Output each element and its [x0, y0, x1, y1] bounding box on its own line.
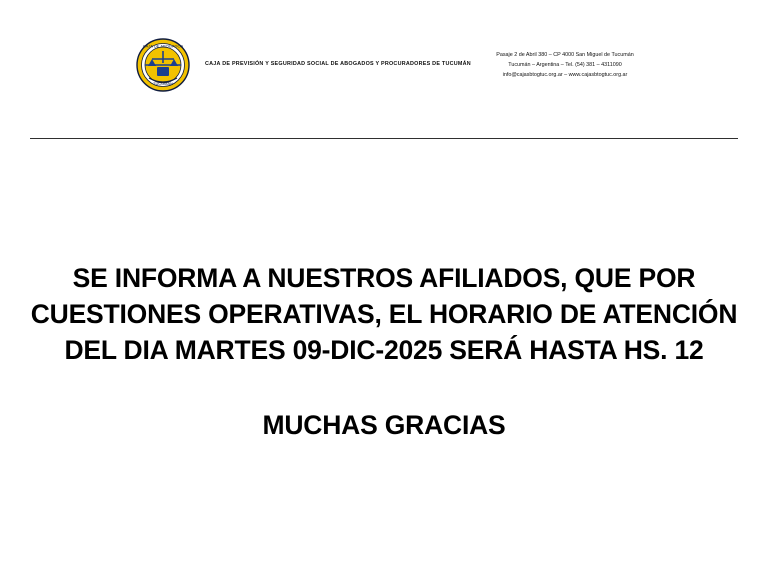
thanks-text: MUCHAS GRACIAS — [262, 410, 506, 441]
contact-phone: Tucumán – Argentina – Tel. (54) 381 – 4311090 — [508, 62, 622, 68]
document-page — [0, 38, 768, 580]
svg-text:CAJA DE ABOGADOS: CAJA DE ABOGADOS — [142, 43, 184, 49]
notice-body — [0, 260, 768, 441]
contact-email-web: info@cajasbtogtuc.org.ar – www.cajasbtogtuc.org.ar — [502, 72, 628, 78]
announcement-text: SE INFORMA A NUESTROS AFILIADOS, QUE POR CUESTIONES OPERATIVAS, EL HORARIO DE ATENCIÓN DEL DIA MARTES 09-DIC-2025 SERÁ HASTA HS. 12 — [30, 263, 738, 366]
organization-name: CAJA DE PREVISIÓN Y SEGURIDAD SOCIAL DE ABOGADOS Y PROCURADORES DE TUCUMÁN — [205, 61, 471, 67]
letterhead — [30, 38, 738, 98]
contact-block — [450, 50, 680, 80]
svg-text:TUCUMÁN: TUCUMÁN — [153, 81, 173, 86]
organization-logo — [136, 38, 190, 92]
contact-address: Pasaje 2 de Abril 380 – CP 4000 San Miguel de Tucumán — [496, 52, 634, 58]
header-divider — [30, 138, 738, 139]
